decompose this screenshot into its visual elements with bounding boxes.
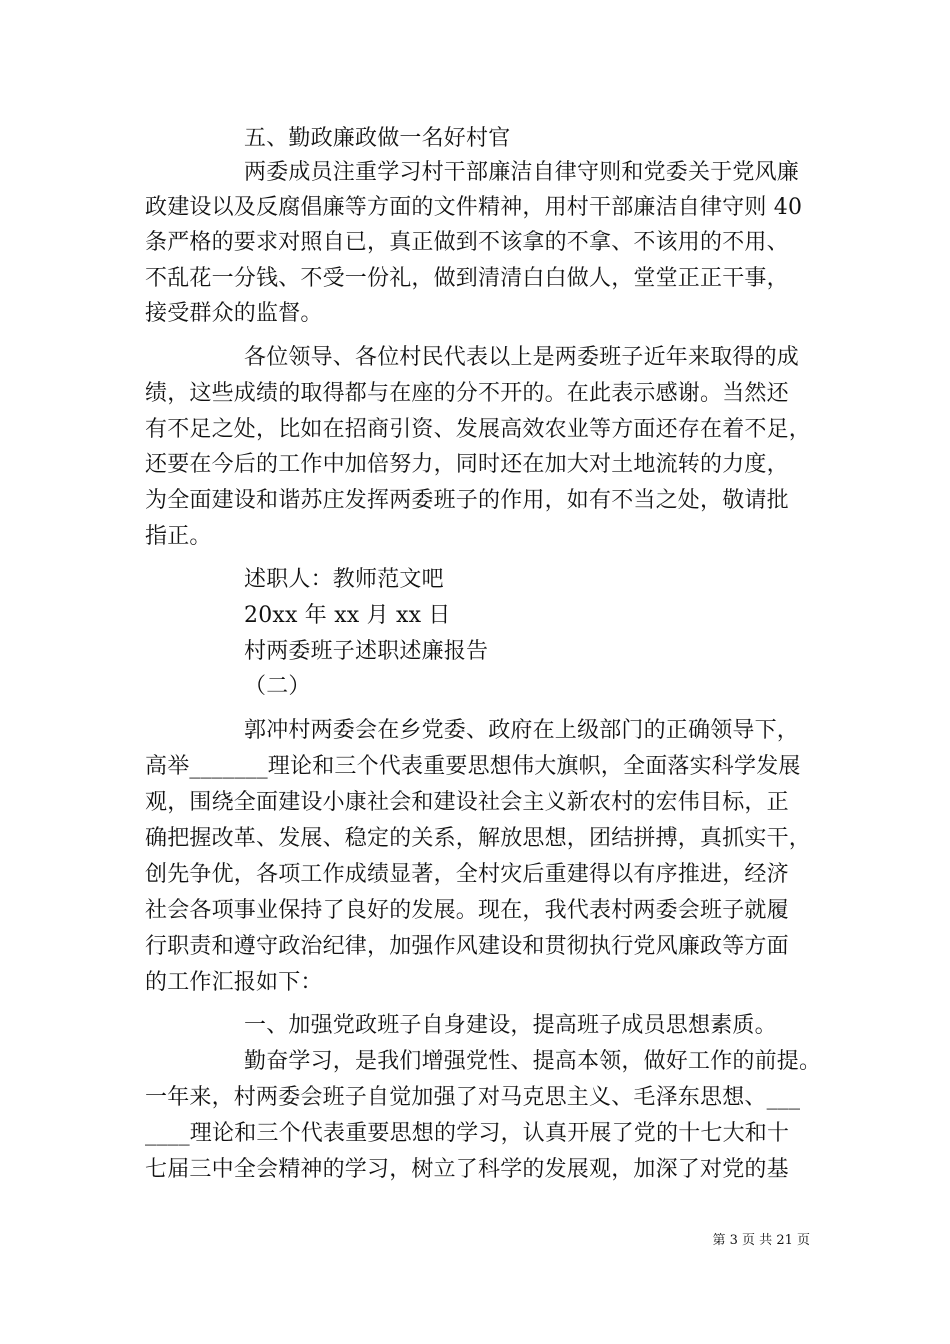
paragraph-line: 一年来，村两委会班子自觉加强了对马克思主义、毛泽东思想、___ <box>145 1085 801 1110</box>
paragraph-line: 还要在今后的工作中加倍努力，同时还在加大对土地流转的力度， <box>145 452 789 477</box>
report-subtitle: （二） <box>244 674 311 699</box>
section-heading-5: 五、勤政廉政做一名好村官 <box>244 126 511 151</box>
paragraph-line: 行职责和遵守政治纪律，加强作风建设和贯彻执行党风廉政等方面 <box>145 934 789 959</box>
paragraph-line: 为全面建设和谐苏庄发挥两委班子的作用，如有不当之处，敬请批 <box>145 488 789 513</box>
report-title: 村两委班子述职述廉报告 <box>244 639 489 664</box>
paragraph-line: 七届三中全会精神的学习，树立了科学的发展观，加深了对党的基 <box>145 1157 789 1182</box>
paragraph-line: 不乱花一分钱、不受一份礼，做到清清白白做人，堂堂正正干事， <box>145 266 789 291</box>
signature-line: 述职人：教师范文吧 <box>244 567 444 592</box>
paragraph-line: 勤奋学习，是我们增强党性、提高本领，做好工作的前提。 <box>244 1049 822 1074</box>
paragraph-line: 创先争优，各项工作成绩显著，全村灾后重建得以有序推进，经济 <box>145 862 789 887</box>
paragraph-line: 各位领导、各位村民代表以上是两委班子近年来取得的成 <box>244 345 800 370</box>
paragraph-line: 两委成员注重学习村干部廉洁自律守则和党委关于党风廉 <box>244 160 800 185</box>
paragraph-line: 政建设以及反腐倡廉等方面的文件精神，用村干部廉洁自律守则 40 <box>145 195 803 220</box>
paragraph-line: 观，围绕全面建设小康社会和建设社会主义新农村的宏伟目标，正 <box>145 790 789 815</box>
paragraph-line: 指正。 <box>145 524 212 549</box>
date-line: 20xx 年 xx 月 xx 日 <box>244 603 451 628</box>
paragraph-line: 绩，这些成绩的取得都与在座的分不开的。在此表示感谢。当然还 <box>145 381 789 406</box>
paragraph-line: 条严格的要求对照自已，真正做到不该拿的不拿、不该用的不用、 <box>145 230 789 255</box>
paragraph-line: ____理论和三个代表重要思想的学习，认真开展了党的十七大和十 <box>145 1121 790 1146</box>
paragraph-line: 有不足之处，比如在招商引资、发展高效农业等方面还存在着不足， <box>145 417 812 442</box>
paragraph-line: 高举_______理论和三个代表重要思想伟大旗帜，全面落实科学发展 <box>145 754 801 779</box>
paragraph-line: 郭冲村两委会在乡党委、政府在上级部门的正确领导下， <box>244 718 800 743</box>
section-heading-1: 一、加强党政班子自身建设，提高班子成员思想素质。 <box>244 1013 777 1038</box>
paragraph-line: 社会各项事业保持了良好的发展。现在，我代表村两委会班子就履 <box>145 898 789 923</box>
paragraph-line: 接受群众的监督。 <box>145 301 323 326</box>
paragraph-line: 的工作汇报如下： <box>145 970 323 995</box>
page-number-footer: 第 3 页 共 21 页 <box>712 1233 810 1248</box>
paragraph-line: 确把握改革、发展、稳定的关系，解放思想，团结拼搏，真抓实干， <box>145 826 812 851</box>
